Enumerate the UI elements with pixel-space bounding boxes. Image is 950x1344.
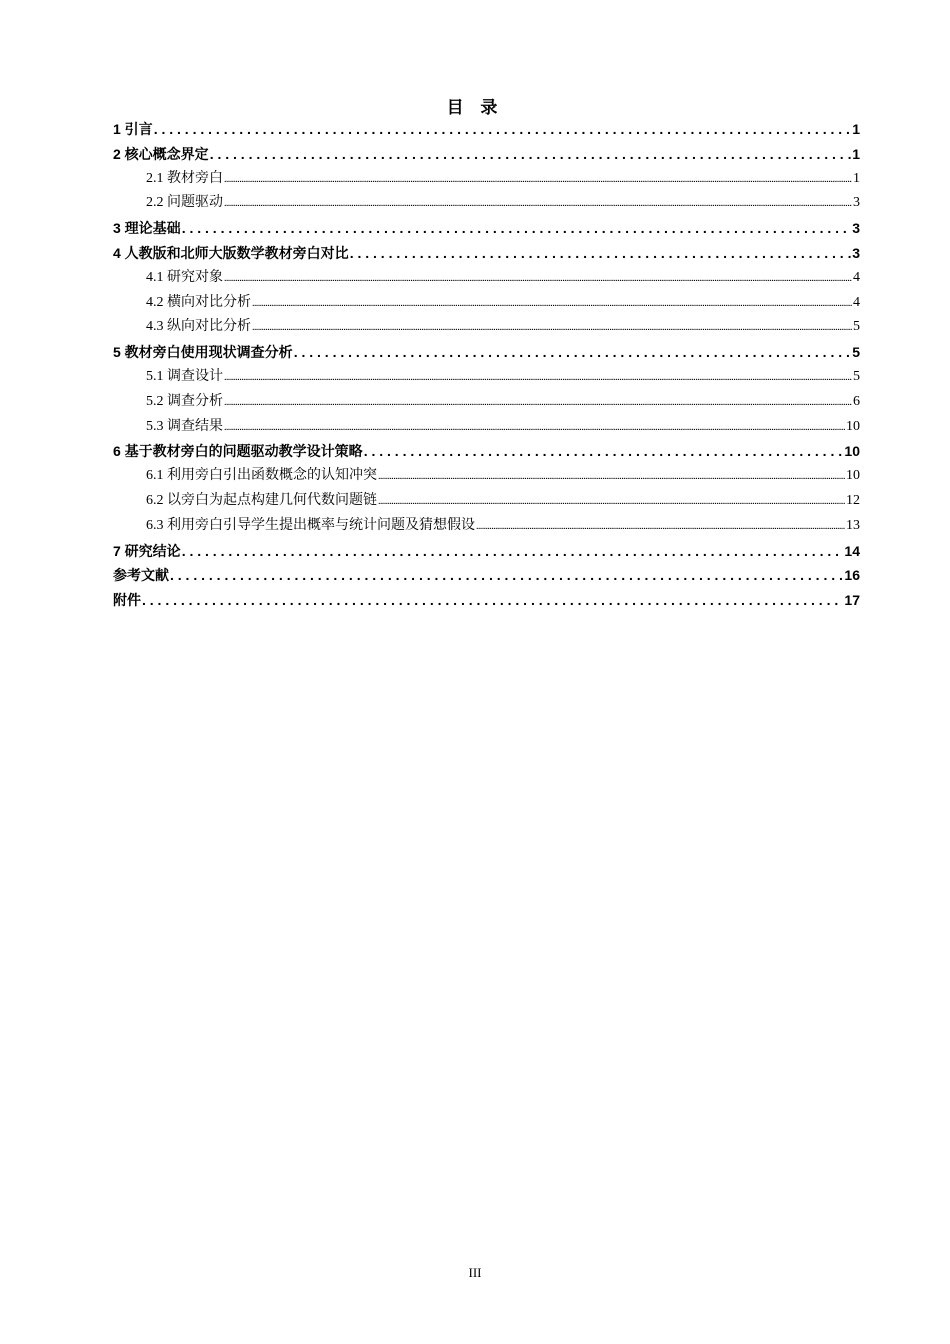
toc-entry[interactable]: [113, 439, 860, 464]
toc-entry-page: 5: [853, 368, 860, 384]
toc-entry-page: 3: [852, 220, 860, 237]
toc-entry[interactable]: [113, 117, 860, 142]
toc-entry-page: 10: [846, 418, 860, 434]
toc-entry-page: 16: [844, 567, 860, 584]
toc-entry-label: 6.1 利用旁白引出函数概念的认知冲突: [146, 468, 377, 484]
toc-subentry[interactable]: [113, 415, 860, 440]
toc-subentry[interactable]: [113, 266, 860, 291]
dot-leader: [224, 192, 852, 216]
toc-subentry[interactable]: [113, 291, 860, 316]
toc-entry-page: 3: [852, 244, 860, 261]
toc-entry-label: 3 理论基础: [113, 220, 181, 237]
dot-leader: [142, 588, 843, 613]
toc-entry-label: 6.2 以旁白为起点构建几何代数问题链: [146, 492, 377, 508]
toc-entry-label: 4.3 纵向对比分析: [146, 319, 251, 335]
toc-entry-page: 1: [852, 121, 860, 137]
toc-entry-page: 1: [852, 145, 860, 162]
toc-entry-label: 参考文献: [113, 567, 169, 584]
dot-leader: [224, 366, 852, 390]
dot-leader: [476, 515, 845, 539]
toc-subentry[interactable]: [113, 167, 860, 192]
dot-leader: [378, 490, 845, 514]
dot-leader: [364, 439, 844, 464]
toc-entry-page: 12: [846, 492, 860, 508]
dot-leader: [182, 539, 844, 564]
dot-leader: [224, 391, 852, 415]
toc-entry-page: 4: [853, 269, 860, 285]
toc-entry-page: 4: [853, 294, 860, 310]
toc-entry-label: 2 核心概念界定: [113, 145, 209, 162]
toc-subentry[interactable]: [113, 489, 860, 514]
toc-entry-page: 13: [846, 517, 860, 533]
toc-entry-label: 5.3 调查结果: [146, 418, 223, 434]
dot-leader: [252, 292, 852, 316]
page-number: III: [468, 1265, 482, 1280]
toc-entry-page: 10: [846, 468, 860, 484]
toc-entry-label: 4 人教版和北师大版数学教材旁白对比: [113, 244, 349, 261]
toc-entry-page: 5: [852, 344, 860, 361]
dot-leader: [154, 117, 852, 142]
toc-entry-label: 4.1 研究对象: [146, 269, 223, 285]
dot-leader: [182, 216, 852, 241]
toc-entry-page: 1: [853, 170, 860, 186]
dot-leader: [224, 267, 852, 291]
toc-entry[interactable]: [113, 588, 860, 613]
dot-leader: [294, 340, 852, 365]
dot-leader: [378, 465, 845, 489]
toc-entry-page: 5: [853, 319, 860, 335]
dot-leader: [252, 316, 852, 340]
toc-entry[interactable]: [113, 539, 860, 564]
toc-entry-page: 3: [853, 195, 860, 211]
toc-entry-page: 10: [844, 443, 860, 460]
toc-entry-label: 6.3 利用旁白引导学生提出概率与统计问题及猜想假设: [146, 517, 475, 533]
toc-entry[interactable]: [113, 563, 860, 588]
toc-entry-label: 4.2 横向对比分析: [146, 294, 251, 310]
toc-subentry[interactable]: [113, 464, 860, 489]
toc-entry-label: 附件: [113, 592, 141, 609]
toc-entry-label: 5 教材旁白使用现状调查分析: [113, 344, 293, 361]
toc-entry-page: 6: [853, 393, 860, 409]
toc-entry[interactable]: [113, 241, 860, 266]
toc-subentry[interactable]: [113, 514, 860, 539]
toc-entry-page: 14: [844, 542, 860, 559]
toc-entry-label: 6 基于教材旁白的问题驱动教学设计策略: [113, 443, 363, 460]
toc-entry[interactable]: [113, 142, 860, 167]
toc-list: [113, 117, 860, 613]
toc-entry[interactable]: [113, 340, 860, 365]
toc-entry-page: 17: [844, 592, 860, 609]
dot-leader: [210, 142, 852, 167]
toc-entry-label: 5.1 调查设计: [146, 368, 223, 384]
toc-subentry[interactable]: [113, 390, 860, 415]
toc-subentry[interactable]: [113, 191, 860, 216]
toc-entry[interactable]: [113, 216, 860, 241]
toc-subentry[interactable]: [113, 365, 860, 390]
dot-leader: [224, 168, 852, 192]
toc-entry-label: 1 引言: [113, 121, 153, 137]
dot-leader: [224, 416, 845, 440]
toc-subentry[interactable]: [113, 315, 860, 340]
toc-entry-label: 7 研究结论: [113, 542, 181, 559]
dot-leader: [350, 241, 852, 266]
toc-entry-label: 2.1 教材旁白: [146, 170, 223, 186]
toc-entry-label: 2.2 问题驱动: [146, 195, 223, 211]
toc-title: 目 录: [446, 98, 504, 117]
dot-leader: [170, 563, 843, 588]
toc-entry-label: 5.2 调查分析: [146, 393, 223, 409]
